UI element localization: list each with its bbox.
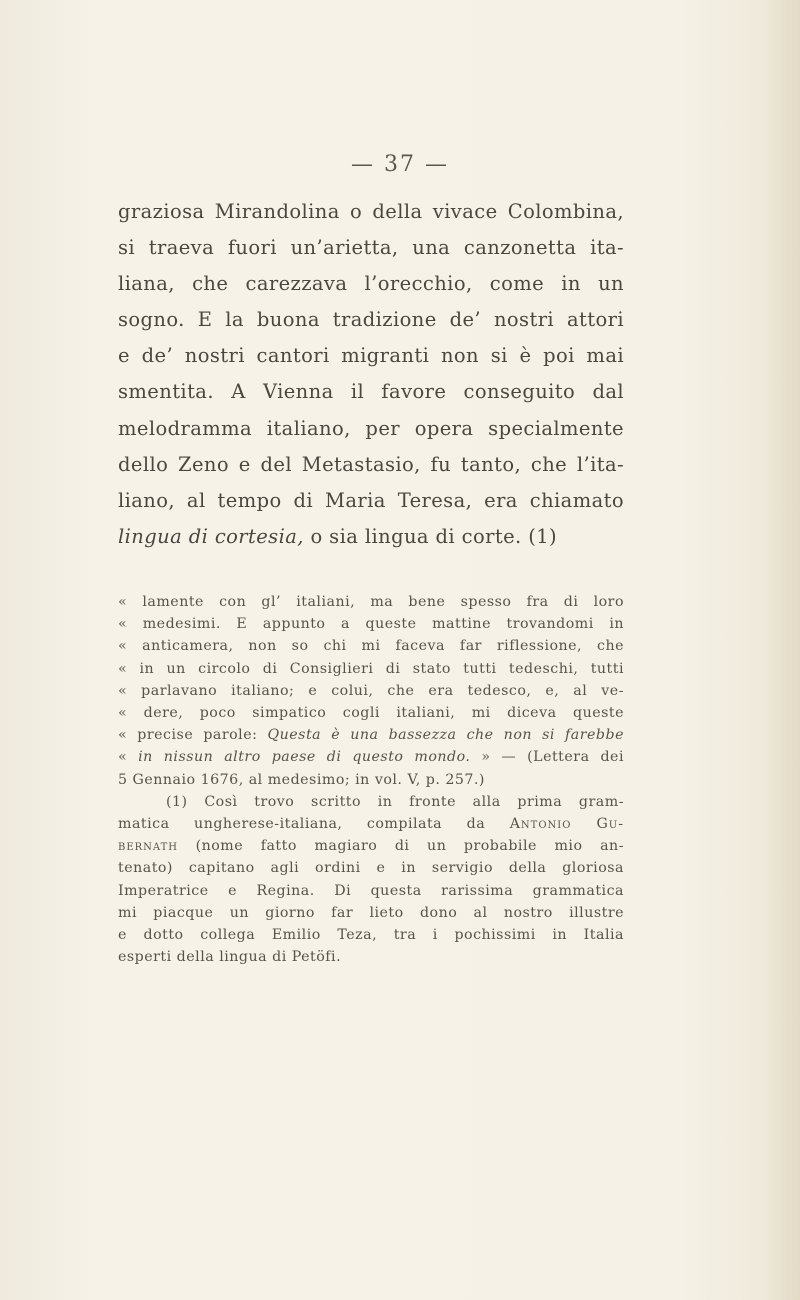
text-line: dello Zeno e del Metastasio, fu tanto, che l’ita- (118, 452, 624, 476)
text-line: graziosa Mirandolina o della vivace Colombina, (118, 200, 624, 223)
text-line: liano, al tempo di Maria Teresa, era chiamato (118, 488, 624, 512)
text-line: melodramma italiano, per opera specialmente (118, 416, 624, 440)
italic-phrase: lingua di cortesia, (118, 524, 304, 548)
author-name: Antonio Gu- (509, 816, 625, 833)
footnote-1-line: (1) Così trovo scritto in fronte alla prima gram- (166, 793, 624, 810)
text-fragment: (nome fatto magiaro di un probabile mio an- (178, 838, 624, 855)
footnote-quote-line: « medesimi. E appunto a queste mattine trovandomi in (118, 616, 624, 633)
text-line: si traeva fuori un’arietta, una canzonetta ita- (118, 236, 624, 260)
text-fragment: « precise parole: (118, 727, 268, 744)
italic-phrase: in nissun altro paese di questo mondo. (138, 749, 471, 766)
author-name: bernath (118, 838, 178, 855)
footnote-quote-line: « in un circolo di Consiglieri di stato tutti tedeschi, tutti (118, 660, 624, 677)
text-fragment: o sia lingua di corte. (1) (303, 524, 558, 548)
text-fragment: matica ungherese-italiana, compilata da (118, 816, 510, 833)
footnote-1-line: tenato) capitano agli ordini e in servigio della gloriosa (118, 860, 624, 877)
footnote-quote-line: « anticamera, non so chi mi faceva far riflessione, che (118, 638, 624, 655)
footnote-quote-line (118, 724, 624, 746)
footnote-quote-line (118, 746, 624, 768)
footnote-quote-line: « lamente con gl’ italiani, ma bene spesso fra di loro (118, 594, 624, 610)
footnote-1-line: Imperatrice e Regina. Di questa rarissima grammatica (118, 882, 624, 899)
footnote-quote-line: « parlavano italiano; e colui, che era tedesco, e, al ve- (118, 682, 624, 699)
page-number: — 37 — (351, 152, 449, 177)
text-fragment: » — (Lettera dei (470, 749, 624, 766)
text-line: smentita. A Vienna il favore conseguito dal (118, 380, 624, 404)
footnote-1-line (118, 813, 624, 835)
footnote-quote-line: 5 Gennaio 1676, al medesimo; in vol. V, p. 257.) (118, 771, 485, 788)
footnote-1-line: esperti della lingua di Petöfi. (118, 949, 342, 966)
text-line: sogno. E la buona tradizione de’ nostri attori (118, 308, 624, 332)
footnote-1-line (118, 835, 624, 857)
text-line-last (118, 519, 624, 555)
footnote-1-line: mi piacque un giorno far lieto dono al nostro illustre (118, 904, 624, 921)
text-line: liana, che carezzava l’orecchio, come in un (118, 272, 624, 296)
main-text-block (118, 194, 624, 555)
page-edge-shadow (764, 0, 800, 1300)
text-line: e de’ nostri cantori migranti non si è poi mai (118, 344, 624, 368)
footnote-1-line: e dotto collega Emilio Teza, tra i pochissimi in Italia (118, 927, 624, 944)
footnotes-block (118, 591, 624, 968)
footnote-quote-line: « dere, poco simpatico cogli italiani, mi diceva queste (118, 705, 624, 722)
text-fragment: « (118, 749, 139, 766)
italic-phrase: Questa è una bassezza che non si farebbe (267, 727, 624, 744)
